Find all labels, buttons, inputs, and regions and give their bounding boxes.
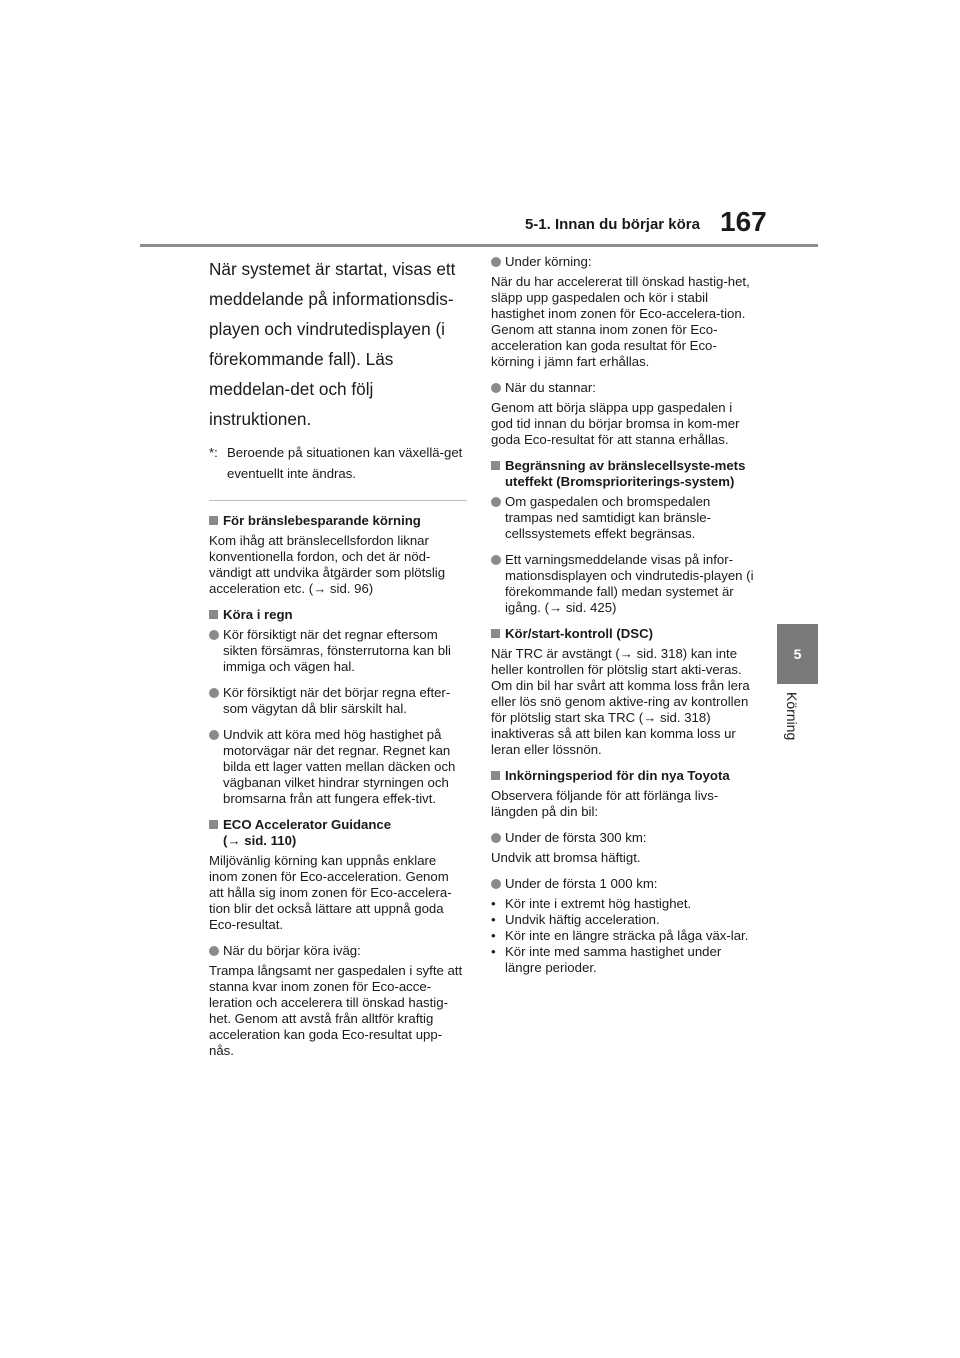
square-bullet-icon <box>209 610 218 619</box>
list-item <box>491 494 757 542</box>
list-item-text: Om gaspedalen och bromspedalen trampas ned samtidigt kan bränsle-cellssystemets effekt begränsas. <box>505 494 711 541</box>
list-item <box>491 552 757 616</box>
square-bullet-icon <box>491 461 500 470</box>
list-item-text: Ett varningsmeddelande visas på infor-mationsdisplayen och vindrutedis-playen (i förekommande fall) medan systemet är igång. (→ sid. 425) <box>505 552 754 615</box>
list-item-text: Kör försiktigt när det börjar regna efter-som vägytan då blir särskilt hal. <box>223 685 451 716</box>
round-bullet-icon <box>491 833 501 843</box>
sub-list-item <box>491 928 757 944</box>
paragraph-fuel: Kom ihåg att bränslecellsfordon liknar konventionella fordon, och det är nöd-vändigt att undvika åtgärder som plötslig acceleration etc. (→ sid. 96) <box>209 533 446 596</box>
heading-text: Inkörningsperiod för din nya Toyota <box>505 768 730 783</box>
round-bullet-icon <box>491 555 501 565</box>
square-bullet-icon <box>209 820 218 829</box>
list-item-text: Under de första 1 000 km: <box>505 876 658 891</box>
heading-line: ECO Accelerator Guidance <box>223 817 392 832</box>
list-item-text: När du börjar köra iväg: <box>223 943 361 958</box>
page-number: 167 <box>720 206 767 237</box>
list-item-text: Under körning: <box>505 254 592 269</box>
round-bullet-icon <box>491 257 501 267</box>
list-item-text: Kör försiktigt när det regnar eftersom sikten försämras, fönsterrutorna kan bli immiga och vägen hal. <box>223 627 451 674</box>
header-rule <box>140 244 818 247</box>
list-item <box>491 830 757 846</box>
heading-text: För bränslebesparande körning <box>223 513 421 528</box>
list-item-text: När du stannar: <box>505 380 596 395</box>
round-bullet-icon <box>209 688 219 698</box>
section-heading-eco <box>209 817 467 849</box>
round-bullet-icon <box>491 497 501 507</box>
list-item <box>491 876 757 892</box>
paragraph-driving: När du har accelererat till önskad hastig-het, släpp upp gaspedalen och kör i stabil hastighet inom zonen för Eco-accelera-tion. Genom att stanna inom zonen för Eco-acceleration kan goda resultat för Eco-körning i jämn fart erhållas. <box>491 274 750 369</box>
round-bullet-icon <box>209 630 219 640</box>
right-column <box>491 254 757 976</box>
list-item <box>209 727 467 807</box>
footnote <box>209 442 467 484</box>
paragraph-first300: Undvik att bromsa häftigt. <box>491 850 641 865</box>
round-bullet-icon <box>491 383 501 393</box>
paragraph-breakin: Observera följande för att förlänga livs-längden på din bil: <box>491 788 719 819</box>
paragraph-start: Trampa långsamt ner gaspedalen i syfte att stanna kvar inom zonen för Eco-acce-leration och accelerera till önskad hastig-het. Genom att avstå från alltför kraftig acceleration kan goda Eco-resultat upp-nås. <box>209 963 463 1058</box>
sub-list-item-text: Kör inte med samma hastighet under längre perioder. <box>505 944 722 975</box>
heading-text: Köra i regn <box>223 607 293 622</box>
list-item <box>491 380 757 396</box>
sub-list-item <box>491 944 757 976</box>
round-bullet-icon <box>491 879 501 889</box>
sub-bullet-mark: • <box>491 912 496 927</box>
list-item-text: Under de första 300 km: <box>505 830 647 845</box>
chapter-tab: 5 <box>777 624 818 684</box>
footnote-mark: *: <box>209 445 218 460</box>
sub-list-item-text: Kör inte en längre sträcka på låga väx-lar. <box>505 928 749 943</box>
square-bullet-icon <box>491 771 500 780</box>
sub-list-item-text: Undvik häftig acceleration. <box>505 912 660 927</box>
header-title: 5-1. Innan du börjar köra <box>524 216 700 233</box>
list-item <box>209 627 467 675</box>
sub-list-item-text: Kör inte i extremt hög hastighet. <box>505 896 692 911</box>
page-reference: (→ sid. 110) <box>223 833 297 848</box>
paragraph-eco: Miljövänlig körning kan uppnås enklare inom zonen för Eco-acceleration. Genom att hålla sig inom zonen för Eco-accelera-tion blir det också lättare att uppnå goda Eco-resultat. <box>209 853 452 932</box>
section-heading-rain <box>209 607 467 623</box>
section-heading-dsc <box>491 626 757 642</box>
heading-text: Kör/start-kontroll (DSC) <box>505 626 653 641</box>
footnote-text: Beroende på situationen kan växellä-get eventuellt inte ändras. <box>227 445 463 481</box>
section-heading-breakin <box>491 768 757 784</box>
square-bullet-icon <box>209 516 218 525</box>
round-bullet-icon <box>209 946 219 956</box>
sub-bullet-mark: • <box>491 928 496 943</box>
sub-bullet-mark: • <box>491 896 496 911</box>
sub-bullet-mark: • <box>491 944 496 959</box>
round-bullet-icon <box>209 730 219 740</box>
intro-text: När systemet är startat, visas ett meddelande på informationsdis-playen och vindrutedisplayen (i förekommande fall). Läs meddelan-det och följ instruktionen. <box>209 259 456 429</box>
divider <box>209 500 467 501</box>
heading-text <box>223 817 391 849</box>
section-heading-fuel <box>209 513 467 529</box>
list-item <box>491 254 757 270</box>
heading-text: Begränsning av bränslecellsyste-mets uteffekt (Bromsprioriterings-system) <box>505 458 746 489</box>
paragraph-dsc: När TRC är avstängt (→ sid. 318) kan inte heller kontrollen för plötslig start akti-veras. Om din bil har svårt att komma loss från lera eller lös snö genom aktive-ring av kontrollen för plötslig start ska TRC (→ sid. 318) inaktiveras så att bilen kan komma loss ur leran eller lössnön. <box>491 646 750 757</box>
square-bullet-icon <box>491 629 500 638</box>
section-heading-limit <box>491 458 757 490</box>
left-column <box>209 254 467 1069</box>
list-item <box>209 943 467 959</box>
sub-list-item <box>491 896 757 912</box>
list-item <box>209 685 467 717</box>
sub-list-item <box>491 912 757 928</box>
paragraph-stop: Genom att börja släppa upp gaspedalen i god tid innan du börjar bromsa in kom-mer goda Eco-resultat för att stanna erhållas. <box>491 400 740 447</box>
list-item-text: Undvik att köra med hög hastighet på motorvägar när det regnar. Regnet kan bilda ett lager vatten mellan däcken och vägbanan vilket hindrar styrningen och bromsarna från att fungera effek-tivt. <box>223 727 456 806</box>
chapter-label: Körning <box>784 692 800 741</box>
